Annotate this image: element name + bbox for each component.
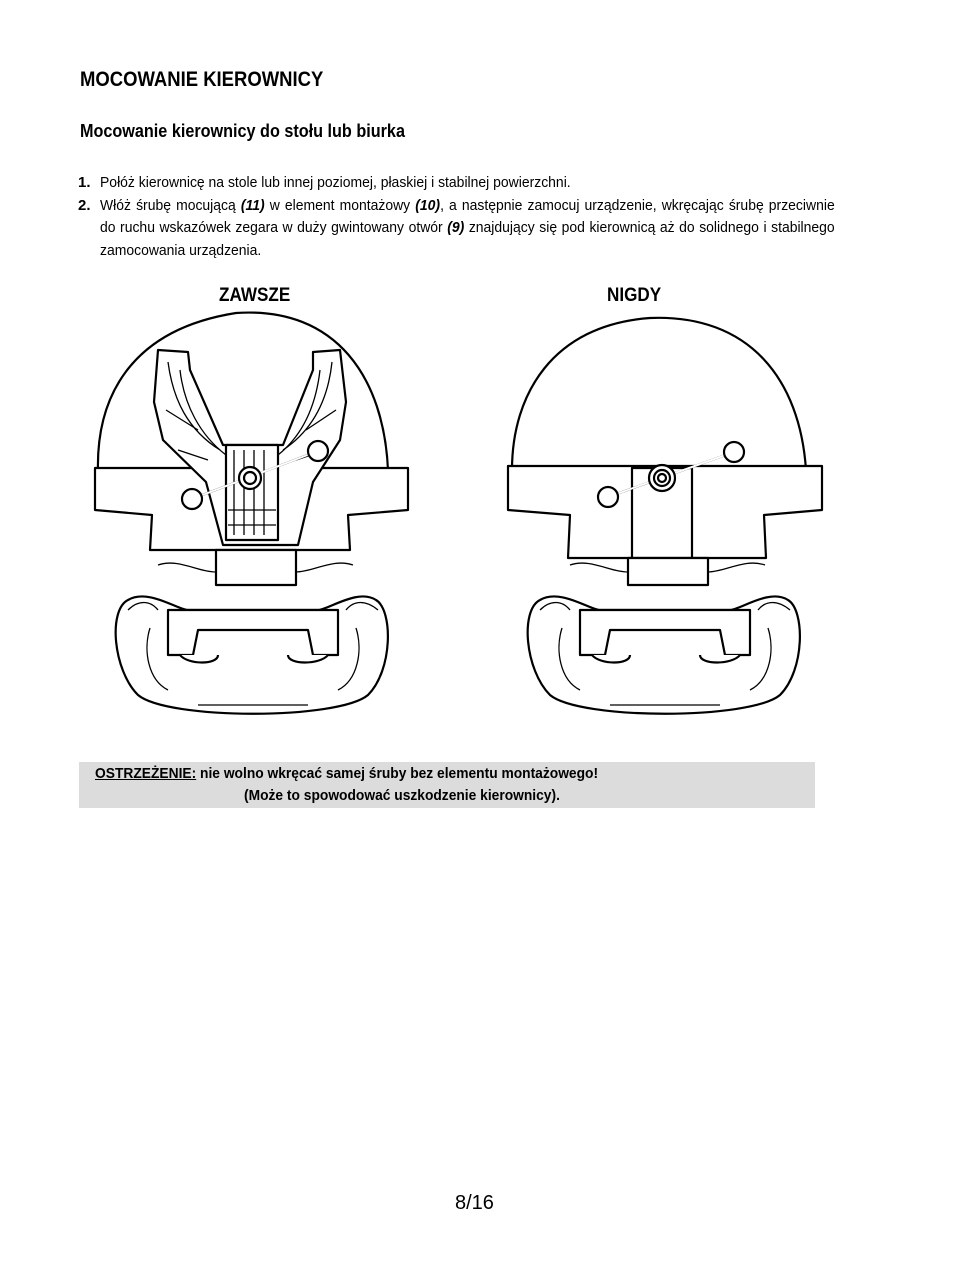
page-number: 8/16 [455,1192,494,1214]
step-1-number: 1. [78,174,91,191]
warning-line-2: (Może to spowodować uszkodzenie kierownicy). [244,787,560,804]
page-title: MOCOWANIE KIEROWNICY [80,68,324,91]
instruction-steps [78,172,838,262]
warning-text: nie wolno wkręcać samej śruby bez elementu montażowego! [196,765,599,782]
step-2-text-c: , a następnie zamocuj urządzenie, wkręcając śrubę przeciwnie do ruchu wskazówek zegara w duży gwintowany otwór [100,196,835,236]
step-2-text-a: Włóż śrubę mocującą [100,196,241,214]
step-2-text-d: znajdujący się pod kierownicą aż do solidnego i stabilnego zamocowania urządzenia. [100,219,835,259]
part-ref-11: (11) [240,196,265,214]
mounting-illustration-always [88,310,418,725]
step-2-number: 2. [78,196,91,214]
figure-label-never: NIGDY [607,285,662,306]
warning-box [79,762,815,808]
part-ref-10: (10) [415,196,441,214]
section-subtitle: Mocowanie kierownicy do stołu lub biurka [80,121,405,141]
step-1-text: Połóż kierownicę na stole lub innej poziomej, płaskiej i stabilnej powierzchni. [100,174,571,191]
step-2-text-b: w element montażowy [264,196,416,214]
step-1 [78,172,838,195]
mounting-illustration-never [500,310,840,725]
part-ref-9: (9) [447,219,465,236]
warning-line-1 [95,765,598,782]
step-2 [78,195,838,263]
warning-label: OSTRZEŻENIE: [95,765,197,782]
figure-label-always: ZAWSZE [219,285,291,306]
